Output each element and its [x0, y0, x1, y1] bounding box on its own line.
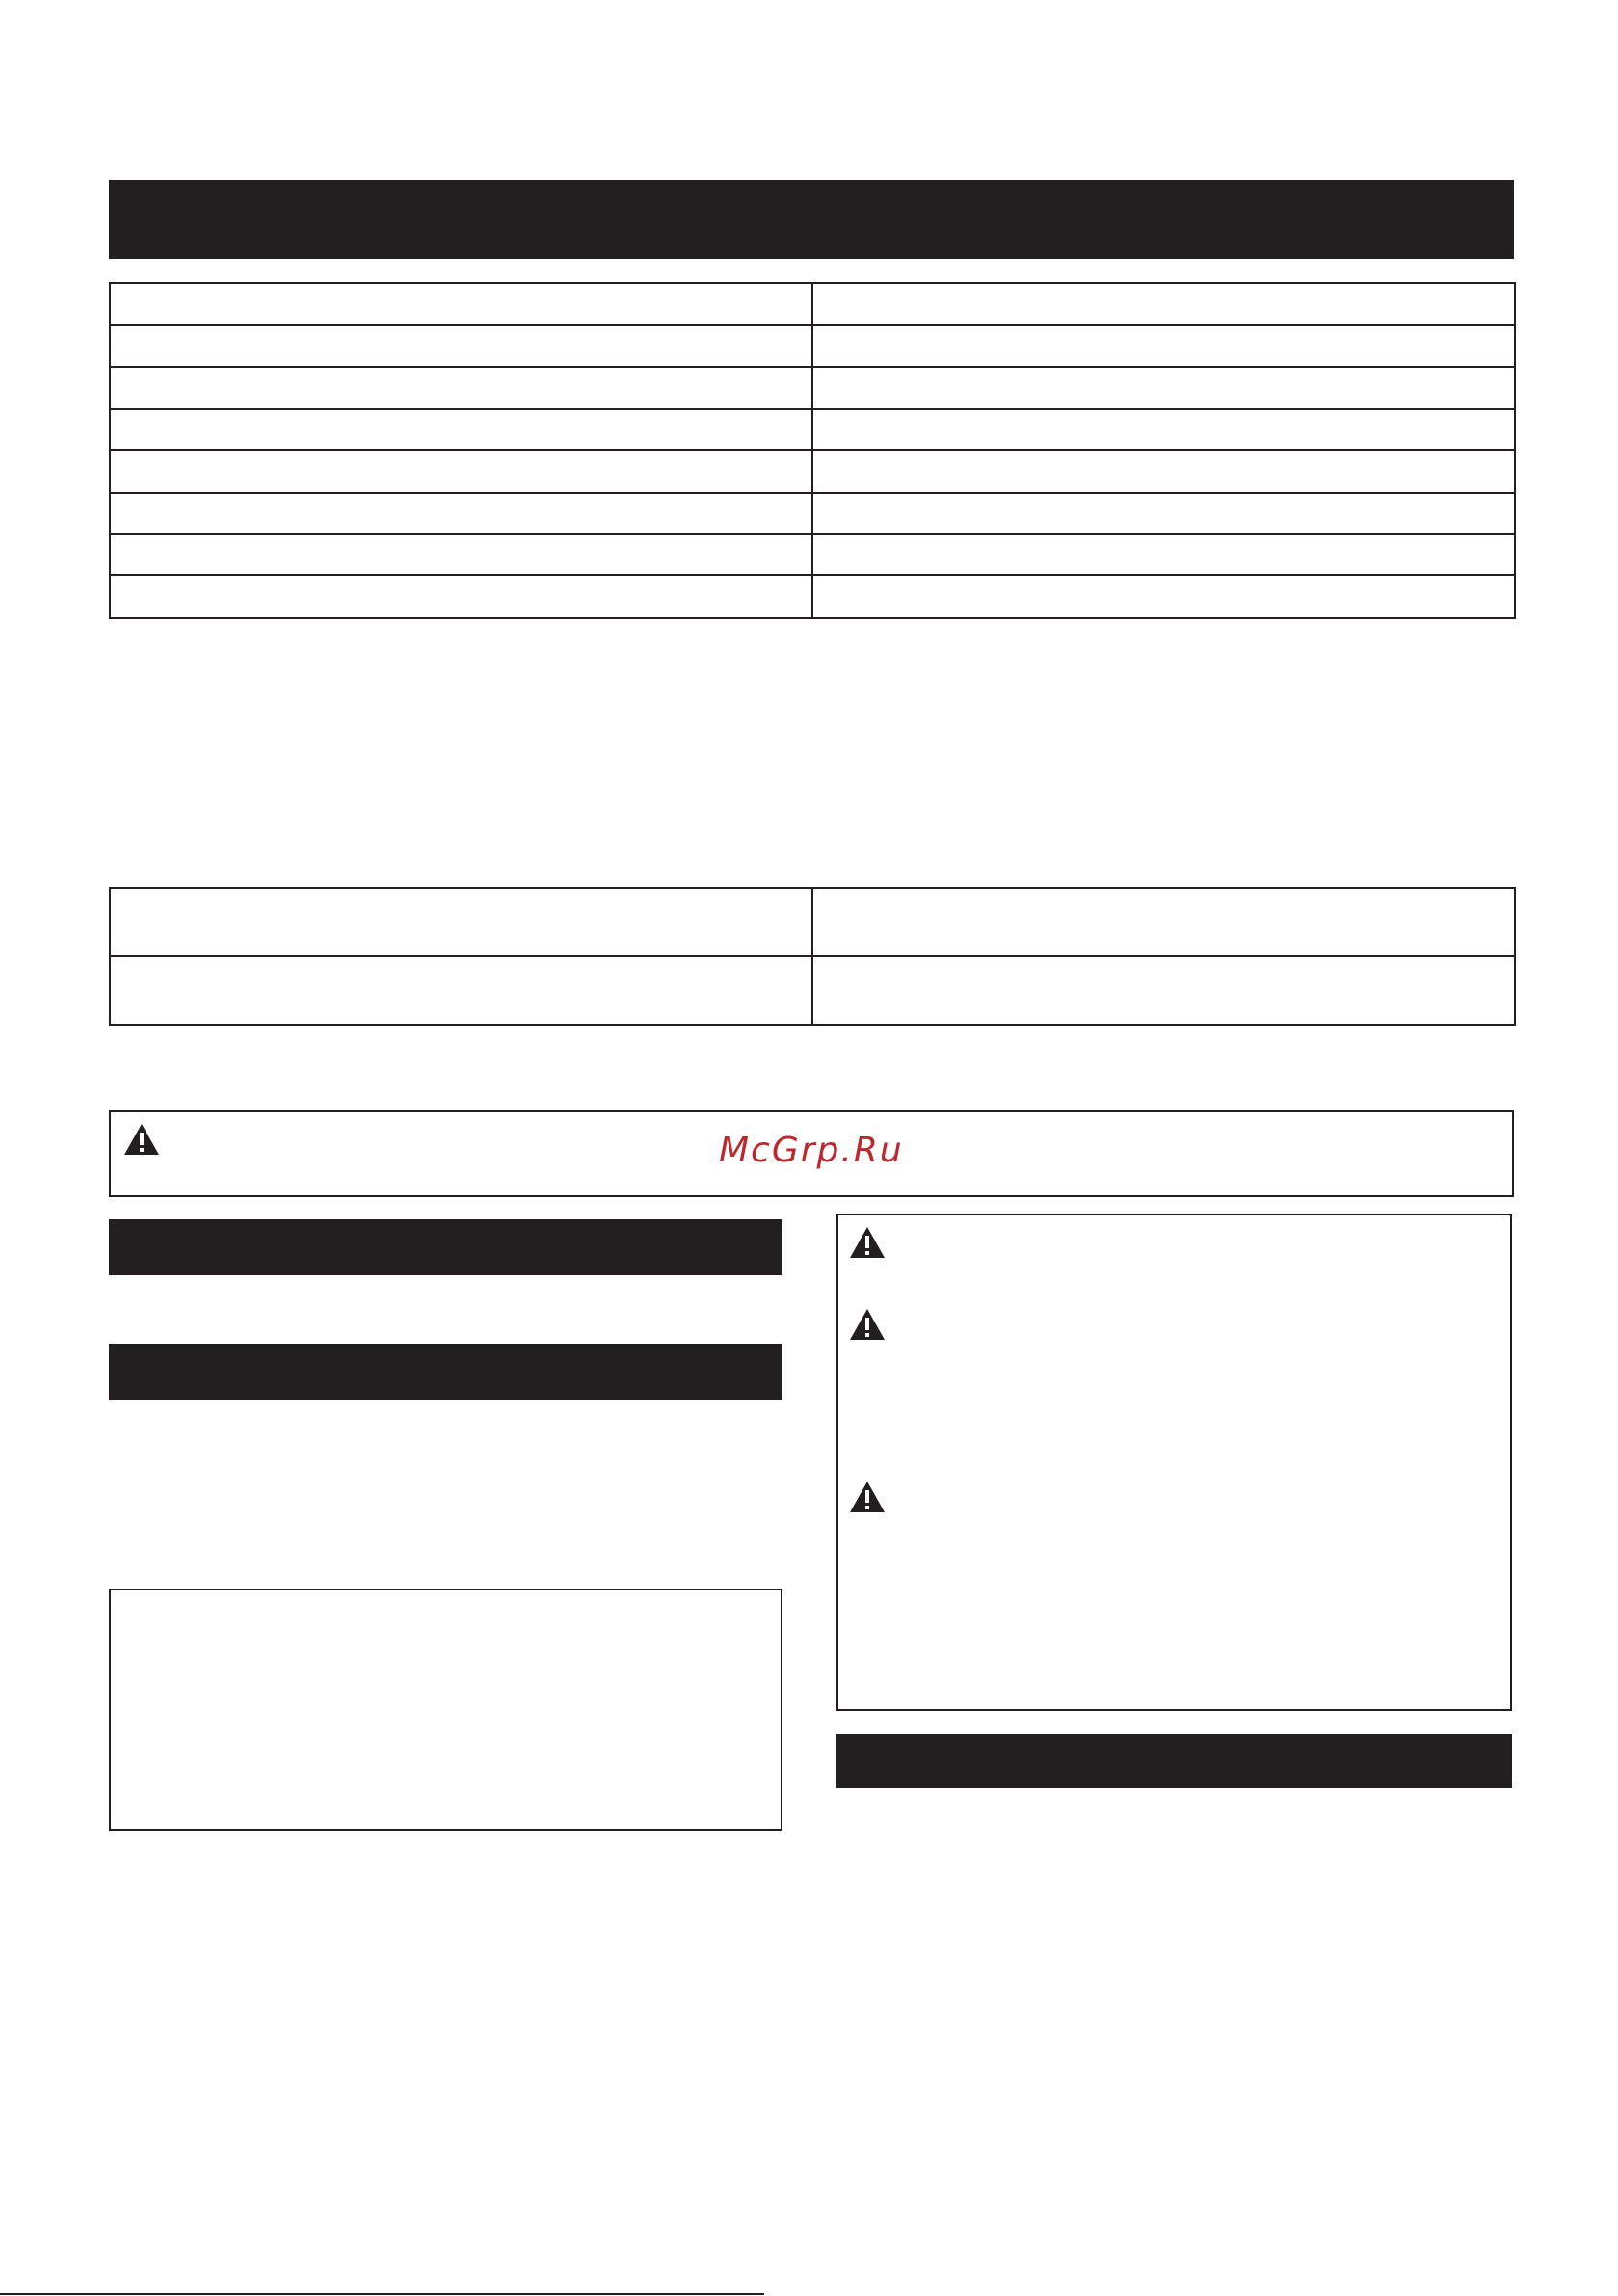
- table-cell: [110, 325, 812, 367]
- warning-triangle-icon: [123, 1123, 160, 1156]
- table-cell: [110, 409, 812, 450]
- table-row: [110, 367, 1515, 409]
- right-warning-box: [836, 1214, 1512, 1711]
- footer-rule: [0, 2293, 764, 2295]
- left-note-box: [109, 1589, 782, 1831]
- table-row: [110, 450, 1515, 493]
- table-cell: [812, 367, 1515, 409]
- table-cell: [110, 888, 812, 956]
- table-cell: [110, 956, 812, 1025]
- table-cell: [812, 283, 1515, 325]
- table-cell: [812, 956, 1515, 1025]
- table-cell: [812, 534, 1515, 575]
- warning-triangle-icon: [849, 1308, 886, 1341]
- table-cell: [110, 367, 812, 409]
- watermark-text: McGrp.Ru: [719, 1131, 904, 1170]
- table-cell: [812, 409, 1515, 450]
- table-cell: [812, 493, 1515, 534]
- table-cell: [110, 575, 812, 618]
- table-cell: [110, 493, 812, 534]
- table-cell: [110, 450, 812, 493]
- table-row: [110, 888, 1515, 956]
- table-cell: [812, 450, 1515, 493]
- warning-triangle-icon: [849, 1226, 886, 1259]
- secondary-table: [109, 887, 1516, 1026]
- table-row: [110, 575, 1515, 618]
- table-cell: [812, 888, 1515, 956]
- table-row: [110, 409, 1515, 450]
- left-section-header-bar: [109, 1344, 782, 1400]
- table-row: [110, 534, 1515, 575]
- right-section-header-bar: [836, 1734, 1512, 1788]
- table-cell: [110, 283, 812, 325]
- table-cell: [110, 534, 812, 575]
- table-row: [110, 493, 1515, 534]
- warning-triangle-icon: [849, 1481, 886, 1513]
- table-cell: [812, 325, 1515, 367]
- table-row: [110, 956, 1515, 1025]
- specifications-table: [109, 282, 1516, 619]
- left-section-header-bar: [109, 1219, 782, 1275]
- table-row: [110, 325, 1515, 367]
- specifications-header-bar: [109, 180, 1514, 259]
- table-row: [110, 283, 1515, 325]
- table-cell: [812, 575, 1515, 618]
